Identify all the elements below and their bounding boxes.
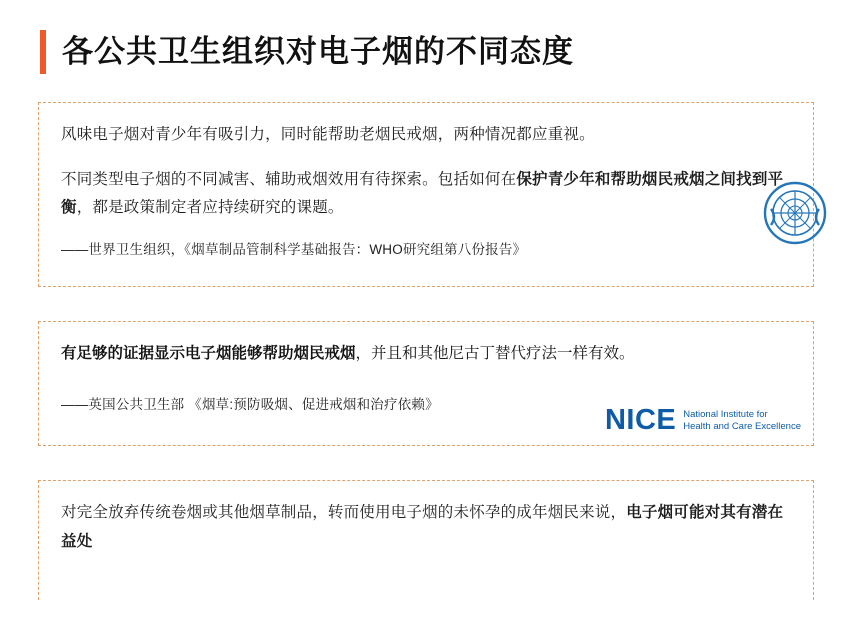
- phe-statement: [61, 340, 791, 368]
- quote-block-phe: [38, 321, 814, 446]
- who-p2-seg3: ，都是政策制定者应持续研究的课题。: [76, 199, 344, 217]
- third-paragraph: [61, 499, 791, 556]
- who-paragraph-2: [61, 166, 791, 223]
- who-p2-seg1: 不同类型电子烟的不同减害、辅助戒烟效用有待探索。包括如何在: [61, 170, 517, 188]
- phe-source: ——英国公共卫生部 《烟草:预防吸烟、促进戒烟和治疗依赖》: [61, 396, 439, 412]
- who-paragraph-1: 风味电子烟对青少年有吸引力，同时能帮助老烟民戒烟，两种情况都应重视。: [61, 126, 595, 143]
- who-p2-seg2-bold: 保护青少年和帮助烟民戒烟之间找到平衡: [61, 170, 784, 217]
- quote-block-who: [38, 102, 814, 287]
- nice-logo: [605, 406, 801, 435]
- phe-statement-bold: 有足够的证据显示电子烟能够帮助烟民戒烟: [61, 345, 356, 362]
- un-emblem-icon: [763, 181, 827, 245]
- phe-statement-rest: ，并且和其他尼古丁替代疗法一样有效。: [355, 345, 635, 362]
- third-seg2-bold: 电子烟可能对其有潜在益处: [61, 504, 784, 550]
- who-source: ——世界卫生组织，《烟草制品管制科学基础报告：WHO研究组第八份报告》: [61, 242, 527, 258]
- quote-block-third: [38, 480, 814, 600]
- page-title: [40, 30, 842, 74]
- third-seg1: 对完全放弃传统卷烟或其他烟草制品，转而使用电子烟的未怀孕的成年烟民来说，: [61, 504, 627, 521]
- nice-subtitle: [683, 409, 801, 433]
- nice-wordmark: NICE: [604, 404, 677, 436]
- nice-subtitle-line1: National Institute for: [683, 408, 768, 420]
- page-title-text: 各公共卫生组织对电子烟的不同态度: [62, 33, 574, 69]
- nice-subtitle-line2: Health and Care Excellence: [683, 420, 801, 432]
- title-accent-bar: [40, 30, 46, 74]
